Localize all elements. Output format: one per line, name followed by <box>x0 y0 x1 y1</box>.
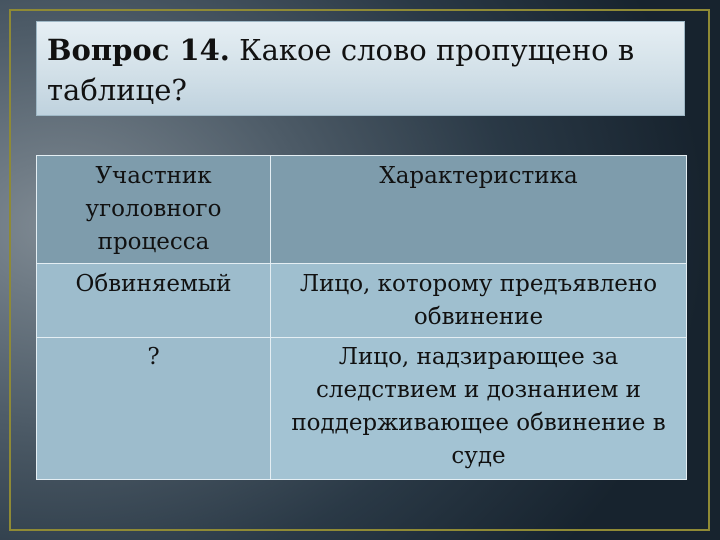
table-row <box>37 338 687 480</box>
cell-characteristic: Лицо, надзирающее за следствием и дознанием и поддерживающее обвинение в суде <box>271 338 687 480</box>
header-participant: Участник уголовного процесса <box>37 156 271 264</box>
question-text: Какое слово пропущено в таблице? <box>47 33 635 107</box>
cell-missing-word: ? <box>37 338 271 480</box>
table-row <box>37 264 687 338</box>
question-title-box <box>36 21 685 116</box>
table-header-row <box>37 156 687 264</box>
question-title <box>47 30 676 110</box>
cell-participant: Обвиняемый <box>37 264 271 338</box>
question-number: Вопрос 14. <box>47 33 230 67</box>
answer-table <box>36 155 687 480</box>
header-characteristic: Характеристика <box>271 156 687 264</box>
cell-characteristic: Лицо, которому предъявлено обвинение <box>271 264 687 338</box>
